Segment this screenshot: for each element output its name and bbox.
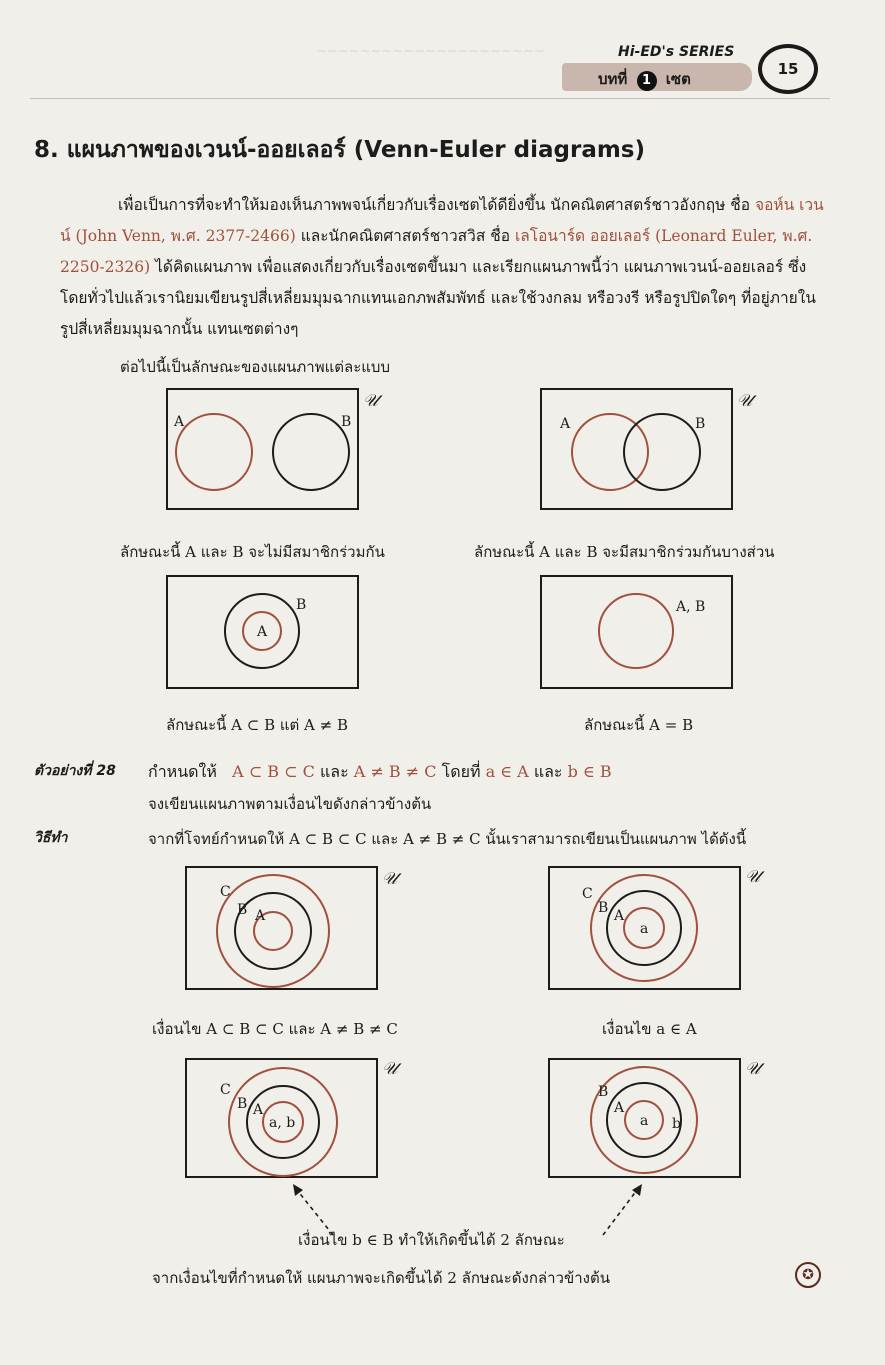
label-b: B <box>341 414 352 430</box>
arrow-left-head <box>293 1184 303 1196</box>
solution-diagram-b-in-a <box>185 1058 398 1184</box>
venn-equal-diagram <box>540 575 740 693</box>
universe-rect <box>541 576 732 688</box>
universe-rect <box>167 389 358 509</box>
caption-overlap: ลักษณะนี้ A และ B จะมีสมาชิกร่วมกันบางส่วน <box>474 543 775 561</box>
universe-label: 𝒰 <box>382 1059 398 1079</box>
label-c: C <box>582 886 593 902</box>
example-label: ตัวอย่างที่ 28 <box>34 763 116 779</box>
header-divider <box>30 98 830 99</box>
chapter-prefix: บทที่ <box>598 70 628 88</box>
label-c: C <box>220 1082 231 1098</box>
element-a: a <box>640 1113 649 1129</box>
solution-label: วิธีทำ <box>34 830 68 846</box>
universe-label: 𝒰 <box>737 391 753 411</box>
solution-text: จากที่โจทย์กำหนดให้ A ⊂ B ⊂ C และ A ≠ B ≠ C นั้นเราสามารถเขียนเป็นแผนภาพ ได้ดังนี้ <box>148 830 747 848</box>
universe-rect <box>541 389 732 509</box>
bleed-through-text: ~~~~~~~~~~~~~~~~~~~~~ <box>316 44 545 59</box>
intro-paragraph: เพื่อเป็นการที่จะทำให้มองเห็นภาพพจน์เกี่ยวกับเรื่องเซตได้ดียิ่งขึ้น นักคณิตศาสตร์ชาวอังกฤษ ชื่อ จอห์น เวนน์ (John Venn, พ.ศ. 2377-2466) และนักคณิตศาสตร์ชาวสวิส ชื่อ เลโอนาร์ด ออยเลอร์ (Leonard Euler, พ.ศ. 2250-2326) ได้คิดแผนภาพ เพื่อแสดงเกี่ยวกับเรื่องเซตขึ้นมา และเรียกแผนภาพนี้ว่า แผนภาพเวนน์-ออยเลอร์ ซึ่งโดยทั่วไปแล้วเรานิยมเขียนรูปสี่เหลี่ยมมุมฉากแทนเอกภพสัมพัทธ์ และใช้วงกลม หรือวงรี หรือรูปปิดใดๆ ที่อยู่ภายในรูปสี่เหลี่ยมมุมฉากนั้น แทนเซตต่างๆ <box>60 196 824 338</box>
universe-rect <box>186 867 377 989</box>
label-a: A <box>614 1100 625 1116</box>
caption-subset: ลักษณะนี้ A ⊂ B แต่ A ≠ B <box>166 716 349 734</box>
example-statement: กำหนดให้ A ⊂ B ⊂ C และ A ≠ B ≠ C โดยที่ a ∈ A และ b ∈ B <box>148 762 612 781</box>
solution-diagram-b-in-b <box>548 1058 761 1184</box>
caption-disjoint: ลักษณะนี้ A และ B จะไม่มีสมาชิกร่วมกัน <box>120 543 385 561</box>
label-a: A <box>174 414 185 430</box>
solution-conclusion: จากเงื่อนไขที่กำหนดให้ แผนภาพจะเกิดขึ้นได้ 2 ลักษณะดังกล่าวข้างต้น <box>152 1269 610 1287</box>
john-venn-name: จอห์น เวนน์ (John Venn, พ.ศ. 2377-2466) <box>60 196 824 245</box>
element-a: a <box>640 921 649 937</box>
example-task: จงเขียนแผนภาพตามเงื่อนไขดังกล่าวข้างต้น <box>148 795 432 813</box>
caption-abc-condition: เงื่อนไข A ⊂ B ⊂ C และ A ≠ B ≠ C <box>152 1020 398 1038</box>
venn-subset-diagram <box>166 575 366 693</box>
element-b: b <box>672 1116 681 1132</box>
types-intro: ต่อไปนี้เป็นลักษณะของแผนภาพแต่ละแบบ <box>120 358 390 376</box>
venn-disjoint-diagram <box>166 388 379 514</box>
label-b: B <box>237 1096 248 1112</box>
solution-diagram-abc <box>185 866 398 996</box>
caption-equal: ลักษณะนี้ A = B <box>584 716 694 734</box>
element-ab: a, b <box>269 1115 296 1131</box>
label-a: A <box>560 416 571 432</box>
set-b-circle <box>624 414 700 490</box>
chapter-title: เซต <box>665 70 691 88</box>
universe-label: 𝒰 <box>745 1059 761 1079</box>
leonard-euler-name: เลโอนาร์ด ออยเลอร์ (Leonard Euler, พ.ศ. 2250-2326) <box>60 227 813 276</box>
label-a: A <box>253 1102 264 1118</box>
venn-overlap-diagram <box>540 388 753 514</box>
universe-label: 𝒰 <box>382 869 398 889</box>
chapter-number: 1 <box>637 71 657 91</box>
caption-b-in-b: เงื่อนไข b ∈ B ทำให้เกิดขึ้นได้ 2 ลักษณะ <box>298 1231 565 1249</box>
universe-label: 𝒰 <box>745 867 761 887</box>
label-b: B <box>598 1084 609 1100</box>
label-a: A <box>257 624 268 640</box>
arrow-right <box>603 1190 637 1235</box>
set-b-circle <box>273 414 352 490</box>
chapter-heading <box>598 67 691 91</box>
label-a: A <box>614 908 625 924</box>
label-b: B <box>598 900 609 916</box>
page-number: 15 <box>758 44 818 94</box>
set-ab-circle <box>599 594 673 668</box>
caption-a-in-a: เงื่อนไข a ∈ A <box>602 1020 697 1038</box>
set-c-circle <box>217 875 329 987</box>
section-title: 8. แผนภาพของเวนน์-ออยเลอร์ (Venn-Euler diagrams) <box>34 137 646 163</box>
label-a: A <box>255 908 266 924</box>
label-b: B <box>695 416 706 432</box>
label-c: C <box>220 884 231 900</box>
universe-label: 𝒰 <box>363 391 379 411</box>
set-a-circle <box>176 414 252 490</box>
label-ab: A, B <box>676 599 706 615</box>
solution-diagram-a-in-a <box>548 866 761 996</box>
series-name: Hi-ED's SERIES <box>618 44 735 60</box>
label-b: B <box>296 597 307 613</box>
set-a-circle <box>572 414 648 490</box>
label-b: B <box>237 902 248 918</box>
star-icon: ✪ <box>795 1262 821 1288</box>
